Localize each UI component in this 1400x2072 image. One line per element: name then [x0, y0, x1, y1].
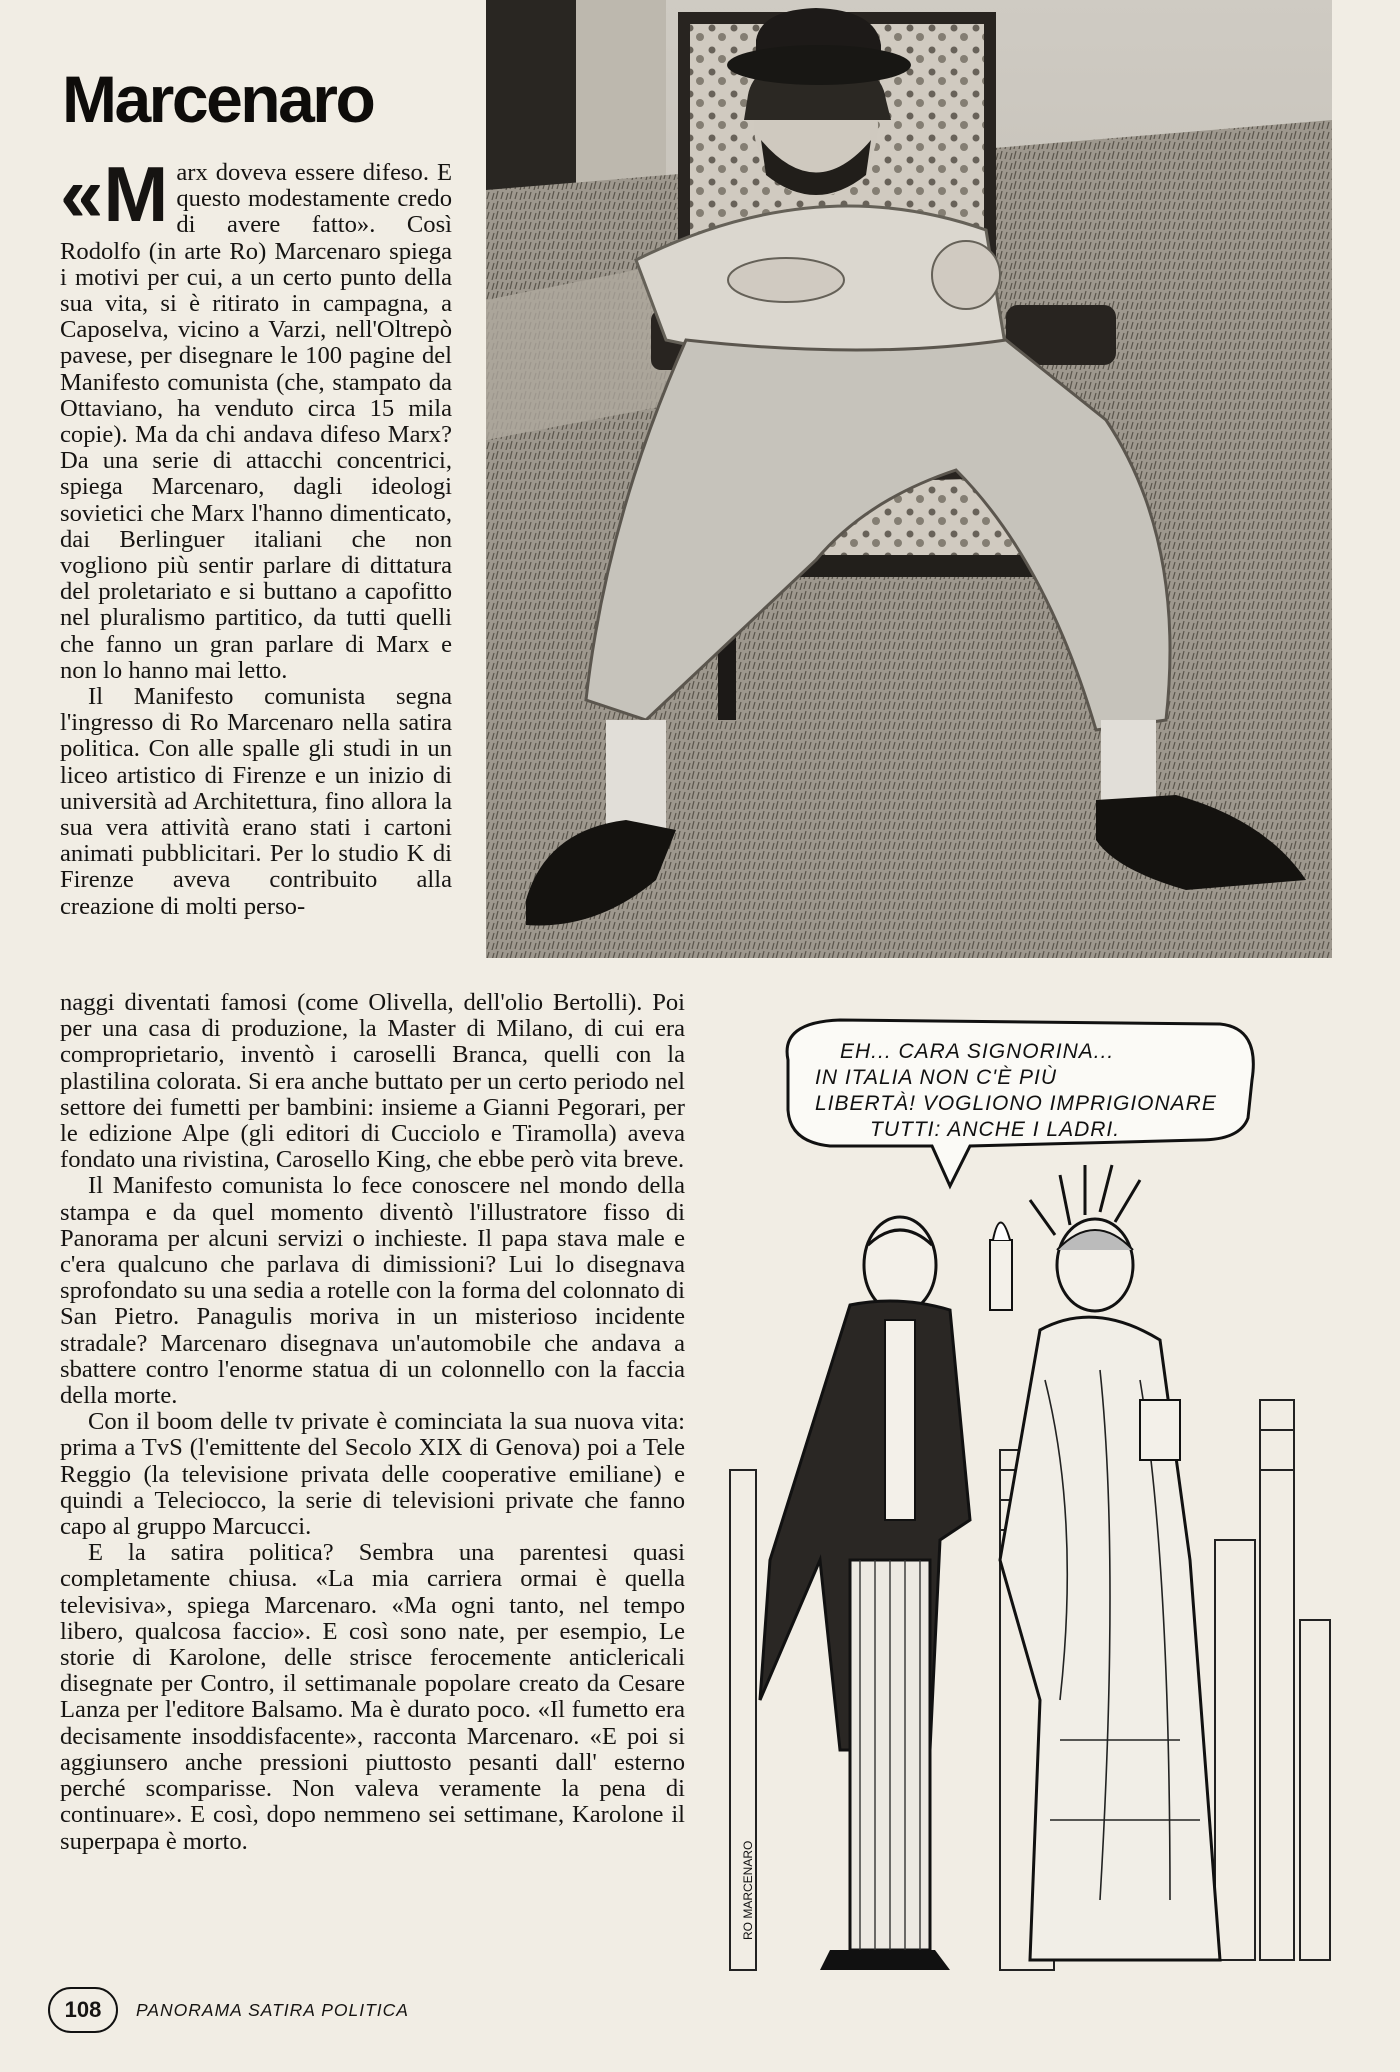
cartoon-statue-of-liberty	[990, 1165, 1220, 1960]
page-number: 108	[48, 1987, 118, 2033]
magazine-name: PANORAMA SATIRA POLITICA	[136, 1999, 409, 2020]
speech-line-2: IN ITALIA NON C'È PIÙ	[815, 1066, 1058, 1089]
portrait-photo	[486, 0, 1332, 958]
page-footer	[48, 1986, 409, 2034]
article-column-narrow	[60, 150, 452, 920]
cartoon-man	[760, 1217, 970, 1970]
photo-illustration	[486, 0, 1332, 958]
article-title: Marcenaro	[62, 62, 374, 136]
paragraph-4: Con il boom delle tv private è cominciata la sua nuova vita: prima a TvS (l'emittente del Secolo XIX di Genova) poi a Tele Reggio (la televisione privata delle cooperative emiliane) e quindi a Teleciocco, la serie di televisioni private che fanno capo al gruppo Marcucci.	[60, 1408, 685, 1541]
speech-line-4: TUTTI: ANCHE I LADRI.	[870, 1118, 1121, 1141]
paragraph-3: Il Manifesto comunista lo fece conoscere nel mondo della stampa e da quel momento diventò l'illustratore fisso di Panorama per alcuni servizi o inchieste. Il papa stava male e c'era qualcuno che parlava di dimissioni? Lui lo disegnava sprofondato su una sedia a rotelle con la forma del colonnato di San Pietro. Panagulis moriva in un misterioso incidente stradale? Marcenaro disegnava un'automobile che andava a sbattere contro l'enorme statua di un colonnello con la faccia della morte.	[60, 1172, 685, 1410]
paragraph-2: Il Manifesto comunista segna l'ingresso di Ro Marcenaro nella satira politica. Con alle spalle gli studi in un liceo artistico di Firenze e un inizio di università ad Architettura, fino allora la sua vera attività erano stati i cartoni animati pubblicitari. Per lo studio K di Firenze aveva contribuito alla creazione di molti perso-	[60, 683, 452, 920]
cartoon-illustration	[700, 1000, 1340, 1980]
paragraph-2-continued: naggi diventati famosi (come Olivella, dell'olio Bertolli). Poi per una casa di produzione, la Master di Milano, di cui era comproprietario, inventò i caroselli Branca, quelli con la plastilina colorata. Si era anche buttato per un certo periodo nel settore dei fumetti per bambini: insieme a Gianni Pegorari, per le edizione Alpe (gli editori di Cucciolo e Tiramolla) aveva fondato una rivistina, Carosello King, che ebbe però vita breve.	[60, 989, 685, 1174]
speech-line-1: EH... CARA SIGNORINA...	[840, 1040, 1115, 1063]
artist-signature: RO MARCENARO	[741, 1840, 755, 1940]
paragraph-1: «Marx doveva essere difeso. E questo modestamente credo di avere fatto». Così Rodolfo (in arte Ro) Marcenaro spiega i motivi per cui, a un certo punto della sua vita, si è ritirato in campagna, a Caposelva, vicino a Varzi, nell'Oltrepò pavese, per disegnare le 100 pagine del Manifesto comunista (che, stampato da Ottaviano, ha venduto circa 15 mila copie). Ma da chi andava difeso Marx? Da una serie di attacchi concentrici, spiega Marcenaro, dagli ideologi sovietici che Marx l'hanno dimenticato, dai Berlinguer italiani che non vogliono più sentir parlare di dittatura del proletariato e si buttano a capofitto nel pluralismo partitico, da tutti quelli che fanno un gran parlare di Marx e non lo hanno mai letto.	[60, 150, 452, 684]
drop-cap: «M	[60, 150, 169, 238]
paragraph-5: E la satira politica? Sembra una parentesi quasi completamente chiusa. «La mia carriera ormai è quella televisiva», spiega Marcenaro. «Ma ogni tanto, nel tempo libero, qualcosa faccio». E così sono nate, per esempio, Le storie di Karolone, delle strisce ferocemente anticlericali disegnate per Contro, il settimanale popolare creato da Cesare Lanza per l'editore Balsamo. Ma è durato poco. «Il fumetto era decisamente insoddisfacente», racconta Marcenaro. «E poi si aggiunsero anche pressioni piuttosto pesanti dall' esterno perché scomparisse. Non valeva veramente la pena di continuare». E così, dopo nemmeno sei settimane, Karolone il superpapa è morto.	[60, 1539, 685, 1855]
article-column-wide	[60, 990, 685, 1855]
cartoon-drawing	[700, 1000, 1340, 1980]
speech-line-3: LIBERTÀ! VOGLIONO IMPRIGIONARE	[815, 1092, 1217, 1115]
